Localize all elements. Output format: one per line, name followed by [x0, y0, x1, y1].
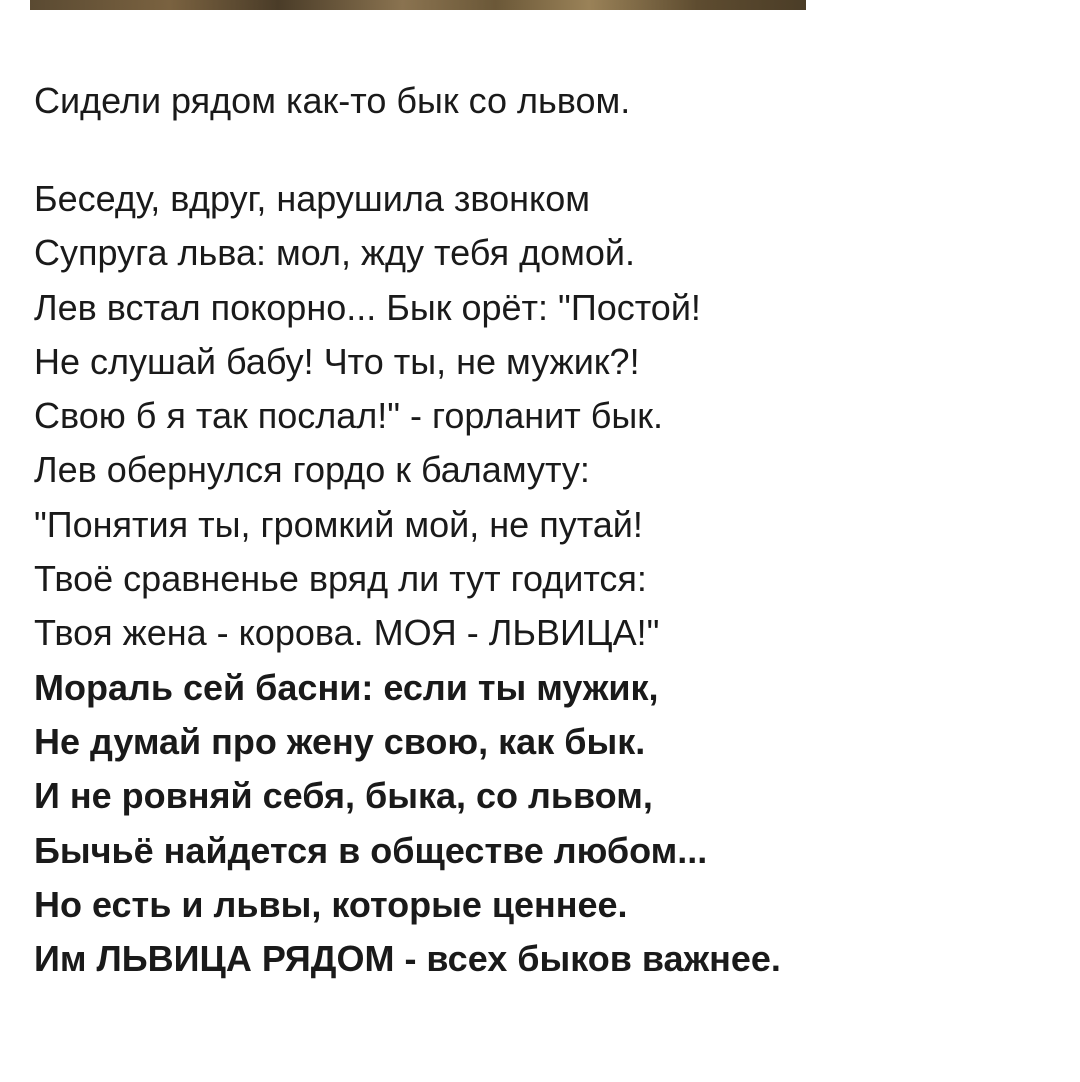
poem-line-2: Супруга льва: мол, жду тебя домой.	[34, 232, 635, 274]
poem-line-4: Не слушай бабу! Что ты, не мужик?!	[34, 340, 640, 382]
moral-line-2: Не думай про жену свою, как бык.	[34, 720, 646, 762]
post-image-edge[interactable]	[30, 0, 806, 10]
moral-line-5: Но есть и львы, которые ценнее.	[34, 883, 628, 925]
poem-line-9: Твоя жена - корова. МОЯ - ЛЬВИЦА!"	[34, 612, 660, 654]
moral-line-4: Бычьё найдется в обществе любом...	[34, 829, 708, 871]
post-intro-line: Сидели рядом как-то бык со львом.	[34, 80, 631, 121]
poem-line-8: Твоё сравненье вряд ли тут годится:	[34, 558, 647, 600]
poem-line-7: "Понятия ты, громкий мой, не путай!	[34, 503, 643, 545]
moral-line-3: И не ровняй себя, быка, со львом,	[34, 775, 653, 817]
poem-line-5: Свою б я так послал!" - горланит бык.	[34, 395, 663, 437]
moral-line-1: Мораль сей басни: если ты мужик,	[34, 666, 659, 708]
poem-line-1: Беседу, вдруг, нарушила звонком	[34, 178, 590, 219]
poem-line-6: Лев обернулся гордо к баламуту:	[34, 449, 590, 491]
poem-line-3: Лев встал покорно... Бык орёт: "Постой!	[34, 286, 701, 328]
moral-line-6: Им ЛЬВИЦА РЯДОМ - всех быков важнее.	[34, 938, 781, 980]
post-text	[34, 74, 1060, 986]
